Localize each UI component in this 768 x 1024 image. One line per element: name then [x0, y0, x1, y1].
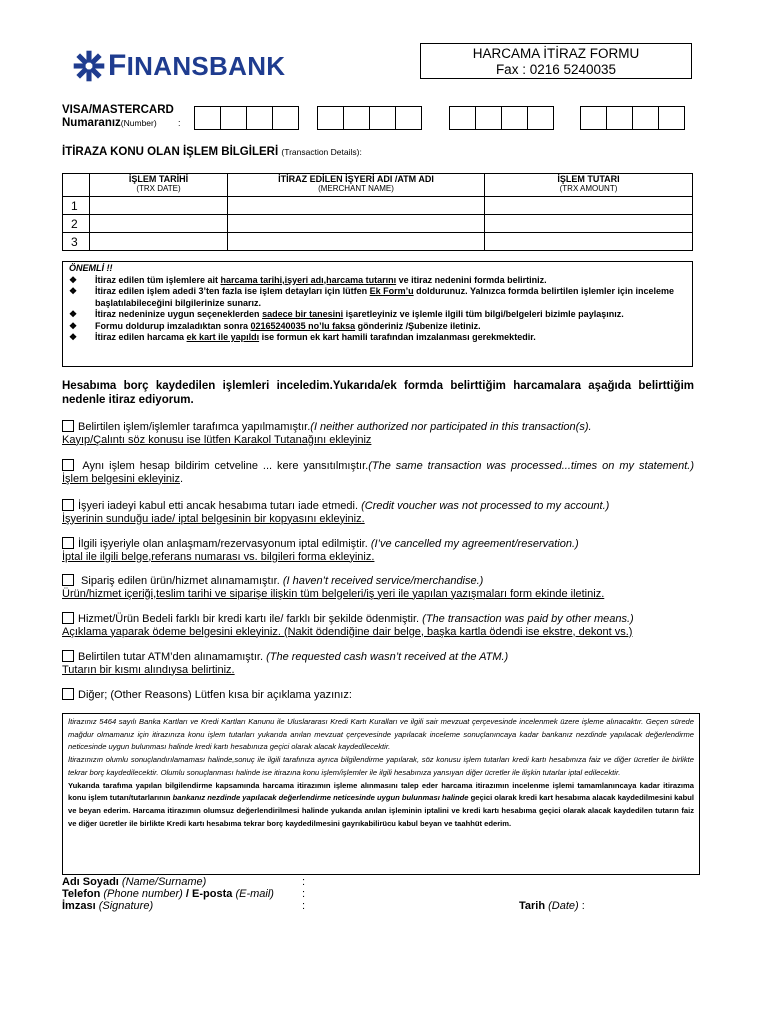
checkbox[interactable] — [62, 612, 74, 624]
merchant-name-cell[interactable] — [228, 215, 485, 233]
trx-amount-cell[interactable] — [485, 215, 693, 233]
row-number: 2 — [63, 215, 90, 233]
fax-number: Fax : 0216 5240035 — [495, 62, 617, 77]
transaction-heading-en: (Transaction Details): — [281, 147, 362, 157]
card-digit-input[interactable] — [343, 106, 370, 130]
trx-date-cell[interactable] — [90, 197, 228, 215]
option-not-authorized: Belirtilen işlem/işlemler tarafımca yapılmamıştır.(I neither authorized nor participated in this transaction(s). Kayıp/Çalıntı söz konusu ise lütfen Karakol Tutanağını ekleyiniz — [62, 420, 694, 446]
diamond-bullet-icon: ❖ — [69, 332, 78, 342]
checkbox[interactable] — [62, 420, 74, 432]
option-not-received: Sipariş edilen ürün/hizmet alınamamıştır. (I haven’t received service/merchandise.) Ürün/hizmet içeriği,teslim tarihi ve siparişe ilişkin tüm belgeleri/iş yeri ile yapılan yazışmaları form ekinde iletiniz. — [62, 574, 694, 600]
card-number-word: Numaranız — [62, 117, 121, 129]
card-digit-input[interactable] — [194, 106, 221, 130]
option-duplicate-processing: Aynı işlem hesap bildirim cetveline ... kere yansıtılmıştır.(The same transaction was processed...times on my statement.) İşlem belgesini ekleyiniz. — [62, 460, 695, 485]
card-digit-input[interactable] — [246, 106, 273, 130]
card-digit-input[interactable] — [369, 106, 396, 130]
card-digit-input[interactable] — [527, 106, 554, 130]
row-number: 3 — [63, 233, 90, 251]
notice-item: ❖ Formu doldurup imzaladıktan sonra 02165240035 no’lu faksa gönderiniz /Şubenize iletiniz. — [69, 320, 481, 331]
card-number-en: (Number) — [120, 118, 157, 128]
legal-paragraph: İtirazınızın olumlu sonuçlandırılamaması halinde,sonuç ile ilgili tarafınıza ayrıca bilgilendirme yapılarak, söz konusu işlem tutarları kredi kartı hesabınıza faiz ve diğer ücretler ile birlikte tekrar borç kaydedilecektir. Olumlu sonuçlanması halinde ise itirazına konu işlem/işlemler ile ilgili hesabınıza yansıyan diğer ücretler ile ilişkin tutarlar iptal edilecektir. — [68, 755, 694, 777]
option-cancelled-agreement: İlgili işyeriyle olan anlaşmam/rezervasyonum iptal edilmiştir. (I’ve cancelled my agreement/reservation.) İptal ile ilgili belge,referans numarası vs. bilgileri forma ekleyiniz. — [62, 537, 694, 563]
signature-colon: : — [302, 900, 306, 912]
card-digit-group-2 — [317, 106, 422, 130]
card-digit-input[interactable] — [658, 106, 685, 130]
phone-email-label: Telefon (Phone number) / E-posta (E-mail) — [62, 888, 274, 900]
row-number: 1 — [63, 197, 90, 215]
notice-item: ❖ İtiraz edilen harcama ek kart ile yapıldı ise formun ek kart hamili tarafından imzalanması gerekmektedir. — [69, 332, 536, 342]
phone-colon: : — [302, 888, 306, 900]
card-digit-input[interactable] — [501, 106, 528, 130]
card-number-label — [62, 104, 174, 130]
card-digit-input[interactable] — [606, 106, 633, 130]
card-digit-input[interactable] — [475, 106, 502, 130]
option-note: İptal ile ilgili belge,referans numarası vs. bilgileri forma ekleyiniz. — [62, 550, 375, 563]
table-row — [63, 233, 693, 251]
card-type-label: VISA/MASTERCARD — [62, 104, 174, 116]
transaction-heading-text: İTİRAZA KONU OLAN İŞLEM BİLGİLERİ — [62, 146, 279, 158]
card-digit-input[interactable] — [632, 106, 659, 130]
checkbox[interactable] — [62, 574, 74, 586]
transaction-details-heading — [62, 146, 362, 158]
option-note: Ürün/hizmet içeriği,teslim tarihi ve siparişe ilişkin tüm belgeleri/iş yeri ile yapılan yazışmaları form ekinde iletiniz. — [62, 587, 605, 600]
checkbox[interactable] — [62, 537, 74, 549]
card-digit-input[interactable] — [272, 106, 299, 130]
card-digit-input[interactable] — [449, 106, 476, 130]
dispute-statement: Hesabıma borç kaydedilen işlemleri inceledim.Yukarıda/ek formda belirttiğim harcamalara aşağıda belirttiğim nedenle itiraz ediyorum. — [62, 380, 694, 406]
option-credit-not-processed: İşyeri iadeyi kabul etti ancak hesabıma tutarı iade etmedi. (Credit voucher was not processed to my account.) İşyerinin sunduğu iade/ iptal belgesinin bir kopyasını ekleyiniz. — [62, 499, 694, 525]
notice-item: ❖ İtiraz edilen tüm işlemlere ait harcama tarihi,işyeri adı,harcama tutarını ve itiraz nedenini formda belirtiniz. — [69, 274, 547, 285]
trx-amount-cell[interactable] — [485, 197, 693, 215]
merchant-name-header: İTİRAZ EDİLEN İŞYERİ ADI /ATM ADI (MERCHANT NAME) — [228, 174, 485, 197]
checkbox[interactable] — [62, 688, 74, 700]
card-digit-group-1 — [194, 106, 299, 130]
card-digit-group-3 — [449, 106, 554, 130]
option-note: Açıklama yaparak ödeme belgesini ekleyiniz. (Nakit ödendiğine dair belge, başka kartla ödendi ise ekstre, dekont vs.) — [62, 625, 633, 638]
row-number-header — [63, 174, 90, 197]
table-header-row — [63, 174, 693, 197]
table-row — [63, 197, 693, 215]
notice-item: ❖ İtiraz nedeninize uygun seçeneklerden sadece bir tanesini işaretleyiniz ve işlemle ilgili tüm bilgi/belgeleri bizimle paylaşınız. — [69, 309, 624, 319]
card-number-colon: : — [178, 118, 181, 128]
legal-paragraph: İtirazınız 5464 sayılı Banka Kartları ve Kredi Kartları Kanunu ile Uluslararası Kredi Kartı Kuralları ve ilgili sair mevzuat çerçevesinde incelenmek üzere işleme alınacaktır. Geçen sürede mağdur olmamanız için itirazınıza konu işlem tutarları yukarıda anılan mevzuat çerçevesinde yapılacak inceleme sonuçlanıncaya kadar bankanız nezdinde yapılacak değerlendirme neticesinde uygun bulunması halinde kredi kartı hesabınıza geçici olarak alacak kaydedilecektir. — [68, 717, 694, 752]
trx-date-cell[interactable] — [90, 233, 228, 251]
legal-declaration: Yukarıda tarafıma yapılan bilgilendirme kapsamında harcama itirazımın işleme alınmasını talep eder harcama itirazımın incelenme işlemi tamamlanıncaya kadar itirazıma konu işlem tutarı/tutarlarının bankanız nezdinde yapılacak değerlendirme neticesinde uygun bulunması halinde geçici olarak kredi kart hesabıma alacak kaydedilmesini kabul ve beyan ederim. Harcama itirazımın olumsuz değerlendirilmesi halinde yukarıda anılan işleminin iptalini ve kredi kartı hesabıma geçici olarak alacak kaydedilen tutarın faiz ve diğer ücretler ile birlikte Kredi kartı hesabıma tekrar borç kaydedilmesini gayrıkabilirücu kabul beyan ve taahhüt ederim. — [68, 780, 695, 828]
finansbank-logo — [72, 50, 285, 82]
notice-item: ❖ İtiraz edilen işlem adedi 3’ten fazla ise işlem detayları için lütfen Ek Form’u doldurunuz. Yalnızca formda belirtilen işlemler için inceleme başlatılabileceğini bilgilerinize sunarız. — [69, 286, 675, 308]
option-paid-other-means: Hizmet/Ürün Bedeli farklı bir kredi kartı ile/ farklı bir şekilde ödenmiştir. (The transaction was paid by other means.) Açıklama yaparak ödeme belgesini ekleyiniz. (Nakit ödendiğine dair belge, başka kartla ödendi ise ekstre, dekont vs.) — [62, 612, 694, 638]
merchant-name-cell[interactable] — [228, 233, 485, 251]
option-note: Kayıp/Çalıntı söz konusu ise lütfen Karakol Tutanağını ekleyiniz — [62, 433, 372, 446]
trx-amount-cell[interactable] — [485, 233, 693, 251]
checkbox[interactable] — [62, 499, 74, 511]
trx-date-cell[interactable] — [90, 215, 228, 233]
diamond-bullet-icon: ❖ — [69, 274, 78, 285]
date-label: Tarih (Date) : — [519, 900, 585, 912]
option-note: İşlem belgesini ekleyiniz — [62, 472, 180, 485]
trx-date-header: İŞLEM TARİHİ (TRX DATE) — [90, 174, 228, 197]
diamond-bullet-icon: ❖ — [69, 286, 78, 296]
merchant-name-cell[interactable] — [228, 197, 485, 215]
important-notice-box — [62, 261, 693, 367]
checkbox[interactable] — [62, 459, 74, 471]
name-colon: : — [302, 876, 306, 888]
name-label: Adı Soyadı (Name/Surname) — [62, 876, 207, 888]
transaction-table — [62, 173, 693, 251]
card-digit-input[interactable] — [580, 106, 607, 130]
form-title-box — [420, 43, 692, 79]
notice-title: ÖNEMLİ !! — [69, 263, 113, 273]
signature-label: İmzası (Signature) — [62, 900, 154, 912]
option-other-reasons: Diğer; (Other Reasons) Lütfen kısa bir açıklama yazınız: — [62, 688, 694, 702]
legal-disclaimer-box — [62, 713, 700, 875]
option-atm-cash: Belirtilen tutar ATM’den alınamamıştır. (The requested cash wasn’t received at the ATM.) Tutarın bir kısmı alındıysa belirtiniz. — [62, 650, 694, 676]
diamond-bullet-icon: ❖ — [69, 320, 78, 331]
card-digit-input[interactable] — [395, 106, 422, 130]
trx-amount-header: İŞLEM TUTARI (TRX AMOUNT) — [485, 174, 693, 197]
checkbox[interactable] — [62, 650, 74, 662]
form-title: HARCAMA İTİRAZ FORMU — [472, 46, 640, 61]
option-note: Tutarın bir kısmı alındıysa belirtiniz. — [62, 663, 235, 676]
card-digit-input[interactable] — [317, 106, 344, 130]
diamond-bullet-icon: ❖ — [69, 309, 78, 319]
table-row — [63, 215, 693, 233]
finansbank-star-icon — [72, 49, 106, 83]
notice-list — [69, 275, 686, 344]
card-digit-input[interactable] — [220, 106, 247, 130]
card-digit-group-4 — [580, 106, 685, 130]
option-note: İşyerinin sunduğu iade/ iptal belgesinin bir kopyasını ekleyiniz. — [62, 512, 365, 525]
logo-text: FINANSBANK — [108, 49, 286, 82]
